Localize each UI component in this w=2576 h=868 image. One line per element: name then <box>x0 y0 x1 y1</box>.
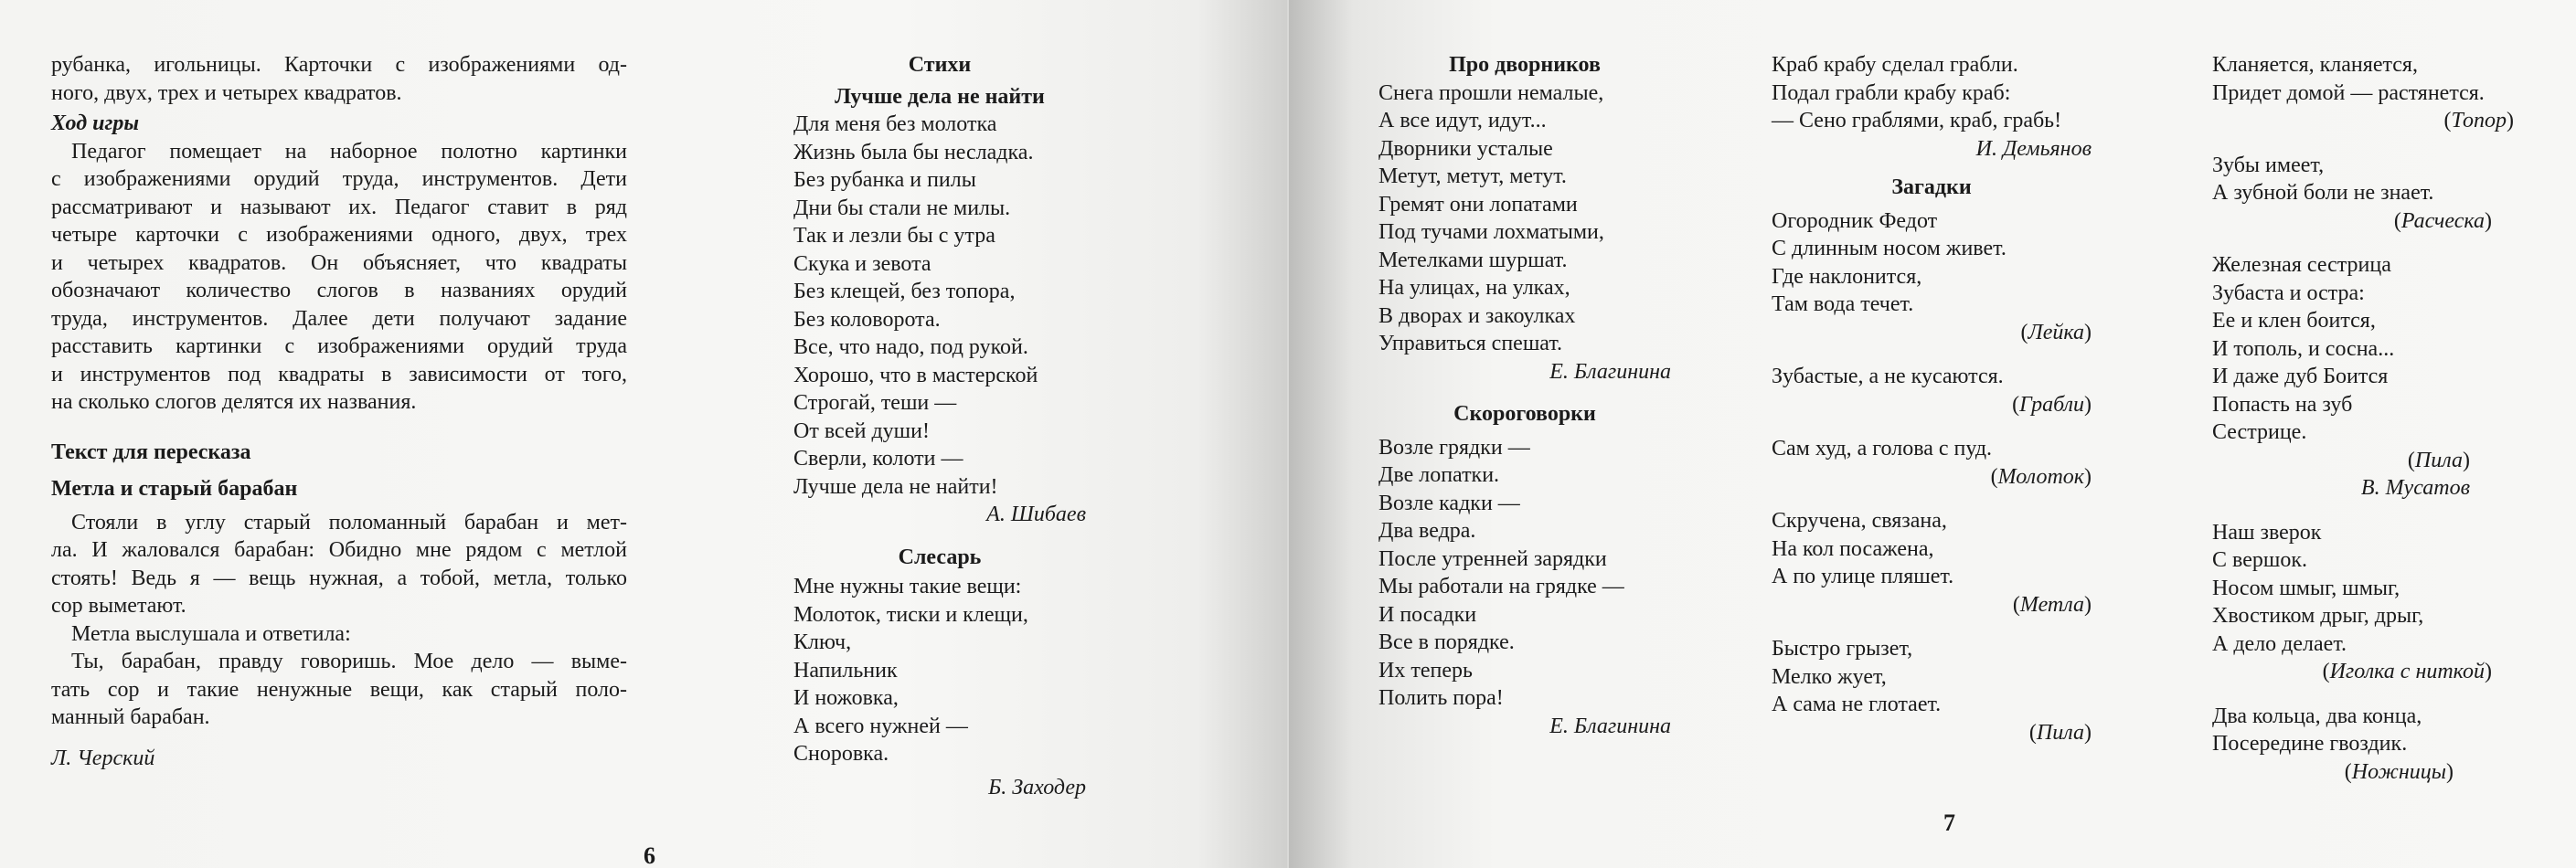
poem-line: В дворах и закоулках <box>1378 303 1576 328</box>
riddle-answer: (Иголка с ниткой) <box>2322 660 2492 683</box>
riddle-author: В. Мусатов <box>2360 476 2470 500</box>
riddle <box>2212 519 2514 686</box>
riddle-answer: (Расческа) <box>2393 208 2492 233</box>
riddle-line: Попасть на зуб <box>2212 392 2353 417</box>
poem-line: Без клещей, без топора, <box>793 280 1016 303</box>
poem-line: Дворники усталые <box>1378 136 1553 161</box>
poem-line: Мне нужны такие вещи: <box>793 575 1022 598</box>
text-line: с изображениями орудий труда, инструментов. Дети <box>51 167 627 191</box>
riddle-line: Кланяется, кланяется, <box>2212 53 2418 77</box>
riddle-line: А зубной боли не знает. <box>2212 181 2434 205</box>
riddle-answer: (Грабли) <box>2012 392 2092 417</box>
riddle <box>1772 435 2092 491</box>
poem-author: И. Демьянов <box>1975 136 2092 161</box>
text-line: манный барабан. <box>51 705 210 729</box>
riddle-line: Два кольца, два конца, <box>2212 704 2422 728</box>
riddle-answer: (Молоток) <box>1990 464 2092 489</box>
poem-line: Так и лезли бы с утра <box>793 224 995 248</box>
riddle-line: Сам худ, а голова с пуд. <box>1772 437 1993 460</box>
riddle-line: Скручена, связана, <box>1772 509 1947 533</box>
poem-line: Строгай, теши — <box>793 391 957 415</box>
riddle <box>2212 251 2514 503</box>
riddle <box>2212 51 2514 135</box>
riddles-heading: Загадки <box>1891 175 1972 199</box>
poem-line: Гремят они лопатами <box>1378 192 1578 217</box>
riddle-line: Хвостиком дрыг, дрыг, <box>2212 604 2424 628</box>
riddle-answer: (Пила) <box>2407 448 2470 472</box>
poem-line: Метелками шуршат. <box>1378 248 1568 272</box>
poem-line: Снега прошли немалые, <box>1378 80 1604 105</box>
riddle <box>1772 635 2092 746</box>
riddle-answer: (Метла) <box>2012 592 2092 617</box>
text-line: ного, двух, трех и четырех квадратов. <box>51 80 402 105</box>
poem-line: Без рубанка и пилы <box>793 168 976 192</box>
poem-line: Подал грабли крабу краб: <box>1772 80 2011 105</box>
text-line: рубанка, игольницы. Карточки с изображениями од- <box>51 53 627 77</box>
poem-line: Сноровка. <box>793 742 889 766</box>
riddle-line: С вершок. <box>2212 548 2307 572</box>
poem-line: А все идут, идут... <box>1378 109 1547 132</box>
tongue-twister-text <box>1378 434 1671 713</box>
text-line: труда, инструментов. Далее дети получают задание <box>51 306 627 331</box>
game-heading: Ход игры <box>51 111 139 135</box>
poems-heading: Стихи <box>908 53 972 77</box>
riddle-line: Зубастые, а не кусаются. <box>1772 365 2004 388</box>
riddle-line: Железная сестрица <box>2212 253 2391 277</box>
crab-tongue-twister <box>1772 51 2092 135</box>
riddle <box>1772 507 2092 619</box>
text-line: ла. И жаловался барабан: Обидно мне рядом с метлой <box>51 538 627 562</box>
riddle-line: Посередине гвоздик. <box>2212 732 2408 756</box>
poem-author: Е. Благинина <box>1549 359 1671 384</box>
left-page-column-1 <box>51 51 627 772</box>
riddle <box>1772 207 2092 347</box>
riddle-line: Зубаста и остра: <box>2212 281 2365 305</box>
story-text <box>51 509 627 732</box>
left-page <box>0 0 1287 868</box>
riddle-answer: (Пила) <box>2028 720 2092 745</box>
poem-title: Про дворников <box>1449 53 1601 77</box>
riddle-answer: (Ножницы) <box>2344 759 2454 784</box>
poem-line: Их теперь <box>1378 658 1473 683</box>
riddle-line: Мелко жует, <box>1772 664 1887 689</box>
riddle <box>2212 703 2514 787</box>
poem-line: Дни бы стали не милы. <box>793 196 1011 220</box>
riddle-line: Носом шмыг, шмыг, <box>2212 576 2400 600</box>
poem-line: После утренней зарядки <box>1378 546 1607 571</box>
riddle-line: Где наклонится, <box>1772 264 1922 289</box>
story-author: Л. Черский <box>51 746 155 770</box>
text-line: сор выметают. <box>51 594 186 618</box>
right-page <box>1289 0 2576 868</box>
riddle-line: Придет домой — растянется. <box>2212 80 2485 105</box>
poem-line: Все в порядке. <box>1378 630 1515 654</box>
poem-line: Управиться спешат. <box>1378 332 1563 355</box>
riddle-line: На кол посажена, <box>1772 536 1934 561</box>
poem-text <box>793 111 1086 501</box>
text-line: и инструментов под квадраты в зависимости от того, <box>51 362 627 386</box>
riddle-line: С длинным носом живет. <box>1772 237 2007 260</box>
text-line: обозначают количество слогов в названиях орудий <box>51 279 627 302</box>
poem-line: Две лопатки. <box>1378 463 1500 487</box>
text-line: тать сор и такие ненужные вещи, как старый поло- <box>51 677 627 702</box>
poem-line: А всего нужней — <box>793 714 968 738</box>
riddle-line: Сестрице. <box>2212 420 2307 444</box>
text-line: расставить картинки с изображениями орудий труда <box>51 334 627 358</box>
poem-line: Для меня без молотка <box>793 112 997 136</box>
riddle-line: Там вода течет. <box>1772 292 1914 316</box>
riddle <box>1772 363 2092 418</box>
riddle-line: И тополь, и сосна... <box>2212 336 2395 361</box>
poem-title: Слесарь <box>898 545 982 569</box>
right-page-column-2 <box>1772 51 2092 746</box>
poem-author: Б. Заходер <box>988 775 1086 799</box>
poem-author: Е. Благинина <box>1549 714 1671 738</box>
left-page-column-2 <box>793 51 1086 801</box>
riddle-answer: (Топор) <box>2443 109 2514 132</box>
poem-line: На улицах, на улках, <box>1378 276 1570 300</box>
riddle-line: А сама не глотает. <box>1772 693 1942 716</box>
game-paragraph <box>51 138 627 417</box>
riddle-line: А по улице пляшет. <box>1772 565 1954 588</box>
poem-line: И ножовка, <box>793 686 899 710</box>
right-page-column-3 <box>2212 51 2514 786</box>
riddle-line: Наш зверок <box>2212 520 2322 545</box>
poem-line: Жизнь была бы несладка. <box>793 140 1034 164</box>
text-line: стоять! Ведь я — вещь нужная, а тобой, метла, только <box>51 566 627 590</box>
poem-line: Скука и зевота <box>793 251 931 276</box>
retell-heading: Текст для пересказа <box>51 439 251 464</box>
riddle <box>2212 152 2514 236</box>
poem-line: Сверли, колоти — <box>793 447 963 471</box>
page-number: 7 <box>1943 810 1955 836</box>
poem-line: Возле грядки — <box>1378 435 1530 460</box>
poem-line: Ключ, <box>793 630 852 654</box>
text-line: рассматривают и называют их. Педагог ставит в ряд <box>51 195 627 219</box>
text-line: на сколько слогов делятся их названия. <box>51 390 417 414</box>
poem-line: Краб крабу сделал грабли. <box>1772 53 2018 77</box>
text-line: Метла выслушала и ответила: <box>71 621 351 646</box>
poem-line: Два ведра. <box>1378 519 1476 543</box>
riddle-line: Быстро грызет, <box>1772 637 1913 661</box>
story-title: Метла и старый барабан <box>51 477 298 501</box>
poem-line: Полить пора! <box>1378 686 1504 710</box>
poem-line: Метут, метут, метут. <box>1378 164 1567 188</box>
riddle-line: Ее и клен боится, <box>2212 309 2376 333</box>
text-line: Ты, барабан, правду говоришь. Мое дело — выме- <box>71 650 627 673</box>
poem-line: И посадки <box>1378 602 1477 627</box>
poem-line: Под тучами лохматыми, <box>1378 220 1604 244</box>
riddle-line: И даже дуб Боится <box>2212 365 2389 388</box>
riddle-line: Зубы имеет, <box>2212 153 2325 177</box>
page-number: 6 <box>644 842 655 868</box>
text-line: Стояли в углу старый поломанный барабан и мет- <box>71 510 627 535</box>
intro-paragraph <box>51 51 627 107</box>
text-line: Педагог помещает на наборное полотно картинки <box>71 139 627 164</box>
poem-line: — Сено граблями, краб, грабь! <box>1772 109 2062 132</box>
poem-text <box>793 573 1086 768</box>
poem-line: Все, что надо, под рукой. <box>793 335 1028 359</box>
riddle-line: А дело делает. <box>2212 631 2347 656</box>
poem-line: Лучше дела не найти! <box>793 474 998 499</box>
poem-line: Без коловорота. <box>793 307 941 332</box>
poem-line: Возле кадки — <box>1378 491 1520 515</box>
riddle-answer: (Лейка) <box>2020 320 2092 344</box>
tongue-twisters-heading: Скороговорки <box>1453 402 1596 426</box>
poem-title: Лучше дела не найти <box>835 84 1045 109</box>
text-line: четыре карточки с изображениями одного, двух, трех <box>51 223 627 247</box>
poem-line: Мы работали на грядке — <box>1378 575 1624 598</box>
riddle-line: Огородник Федот <box>1772 208 1938 233</box>
text-line: и четырех квадратов. Он объясняет, что квадраты <box>51 250 627 275</box>
right-page-column-1 <box>1378 51 1671 740</box>
poem-author: А. Шибаев <box>986 503 1086 526</box>
poem-line: Напильник <box>793 658 898 683</box>
poem-line: Молоток, тиски и клещи, <box>793 602 1028 627</box>
poem-line: От всей души! <box>793 418 930 443</box>
poem-line: Хорошо, что в мастерской <box>793 363 1038 387</box>
poem-text <box>1378 79 1671 358</box>
